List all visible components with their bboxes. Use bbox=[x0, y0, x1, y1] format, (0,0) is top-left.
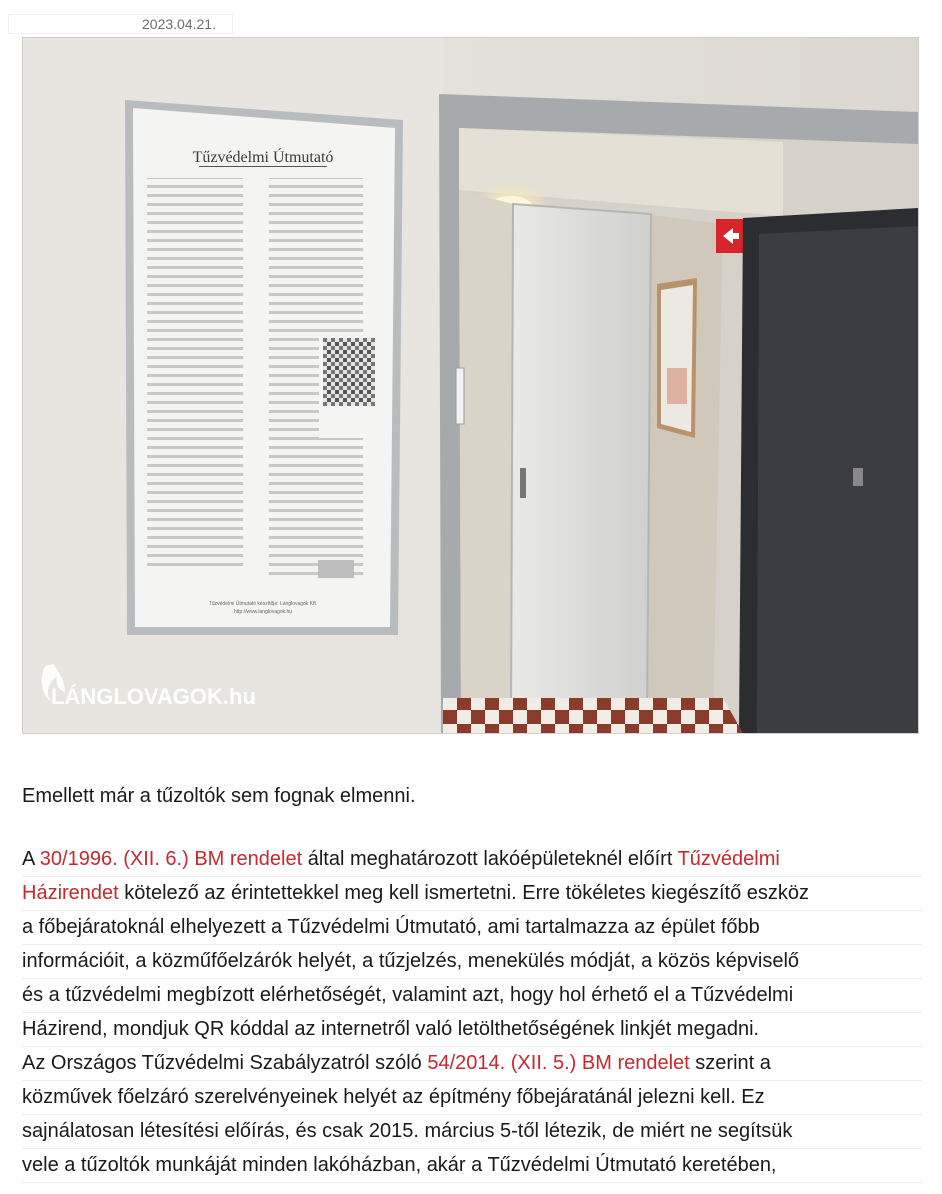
text-line bbox=[22, 1047, 922, 1081]
text-line: közművek főelzáró szerelvényeinek helyét az építmény főbejáratánál jelezni kell. Ez bbox=[22, 1081, 922, 1115]
text-line bbox=[22, 877, 922, 911]
watermark-text: LÁNGLOVAGOK.hu bbox=[51, 684, 256, 709]
fire-house-rules-link-cont[interactable]: Házirendet bbox=[22, 882, 119, 904]
article-photo bbox=[22, 37, 919, 734]
text-segment: kötelező az érintettekkel meg kell ismertetni. Erre tökéletes kiegészítő eszköz bbox=[118, 882, 810, 904]
tiled-floor bbox=[443, 698, 743, 733]
poster-footer-org: Tűzvédelmi Útmutató készítője: Lánglovagok Kft. bbox=[208, 601, 318, 607]
text-line: a főbejáratoknál elhelyezett a Tűzvédelmi Útmutató, ami tartalmazza az épület főbb bbox=[22, 911, 922, 945]
regulation-link-54-2014[interactable]: 54/2014. (XII. 5.) BM rendelet bbox=[427, 1052, 690, 1074]
text-line: sajnálatosan létesítési előírás, és csak 2015. március 5-től létezik, de miért ne segítsük bbox=[22, 1115, 922, 1149]
post-date: 2023.04.21. bbox=[142, 16, 216, 32]
text-line: vele a tűzoltók munkáját minden lakóházban, akár a Tűzvédelmi Útmutató keretében, bbox=[22, 1149, 922, 1183]
poster-footer-url: http://www.langlovagok.hu bbox=[233, 609, 293, 615]
regulation-link-30-1996[interactable]: 30/1996. (XII. 6.) BM rendelet bbox=[39, 848, 303, 870]
text-line: információit, a közműfőelzárók helyét, a tűzjelzés, menekülés módját, a közös képviselő bbox=[22, 945, 922, 979]
dark-door-handle bbox=[853, 468, 863, 486]
door-intercom bbox=[456, 368, 464, 424]
door-handle bbox=[520, 468, 526, 498]
text-segment: szerint a bbox=[689, 1052, 771, 1074]
text-segment: Az Országos Tűzvédelmi Szabályzatról szóló bbox=[22, 1052, 428, 1074]
fire-house-rules-link[interactable]: Tűzvédelmi bbox=[677, 848, 780, 870]
article-lead: Emellett már a tűzoltók sem fognak elmenni. bbox=[22, 785, 416, 807]
article-paragraph bbox=[22, 843, 922, 1183]
poster-title: Tűzvédelmi Útmutató bbox=[192, 149, 334, 166]
text-line bbox=[22, 843, 922, 877]
text-line: és a tűzvédelmi megbízott elérhetőségét, valamint azt, hogy hol érhető el a Tűzvédelmi bbox=[22, 979, 922, 1013]
qr-code bbox=[323, 338, 375, 406]
hallway-photo bbox=[23, 38, 918, 733]
poster bbox=[125, 100, 403, 635]
text-segment: A bbox=[22, 848, 40, 870]
text-line: Házirend, mondjuk QR kóddal az internetről való letölthetőségének linkjét megadni. bbox=[22, 1013, 922, 1047]
text-segment: által meghatározott lakóépületeknél előírt bbox=[302, 848, 678, 870]
exit-sign bbox=[716, 219, 746, 253]
article-body bbox=[22, 780, 922, 1183]
